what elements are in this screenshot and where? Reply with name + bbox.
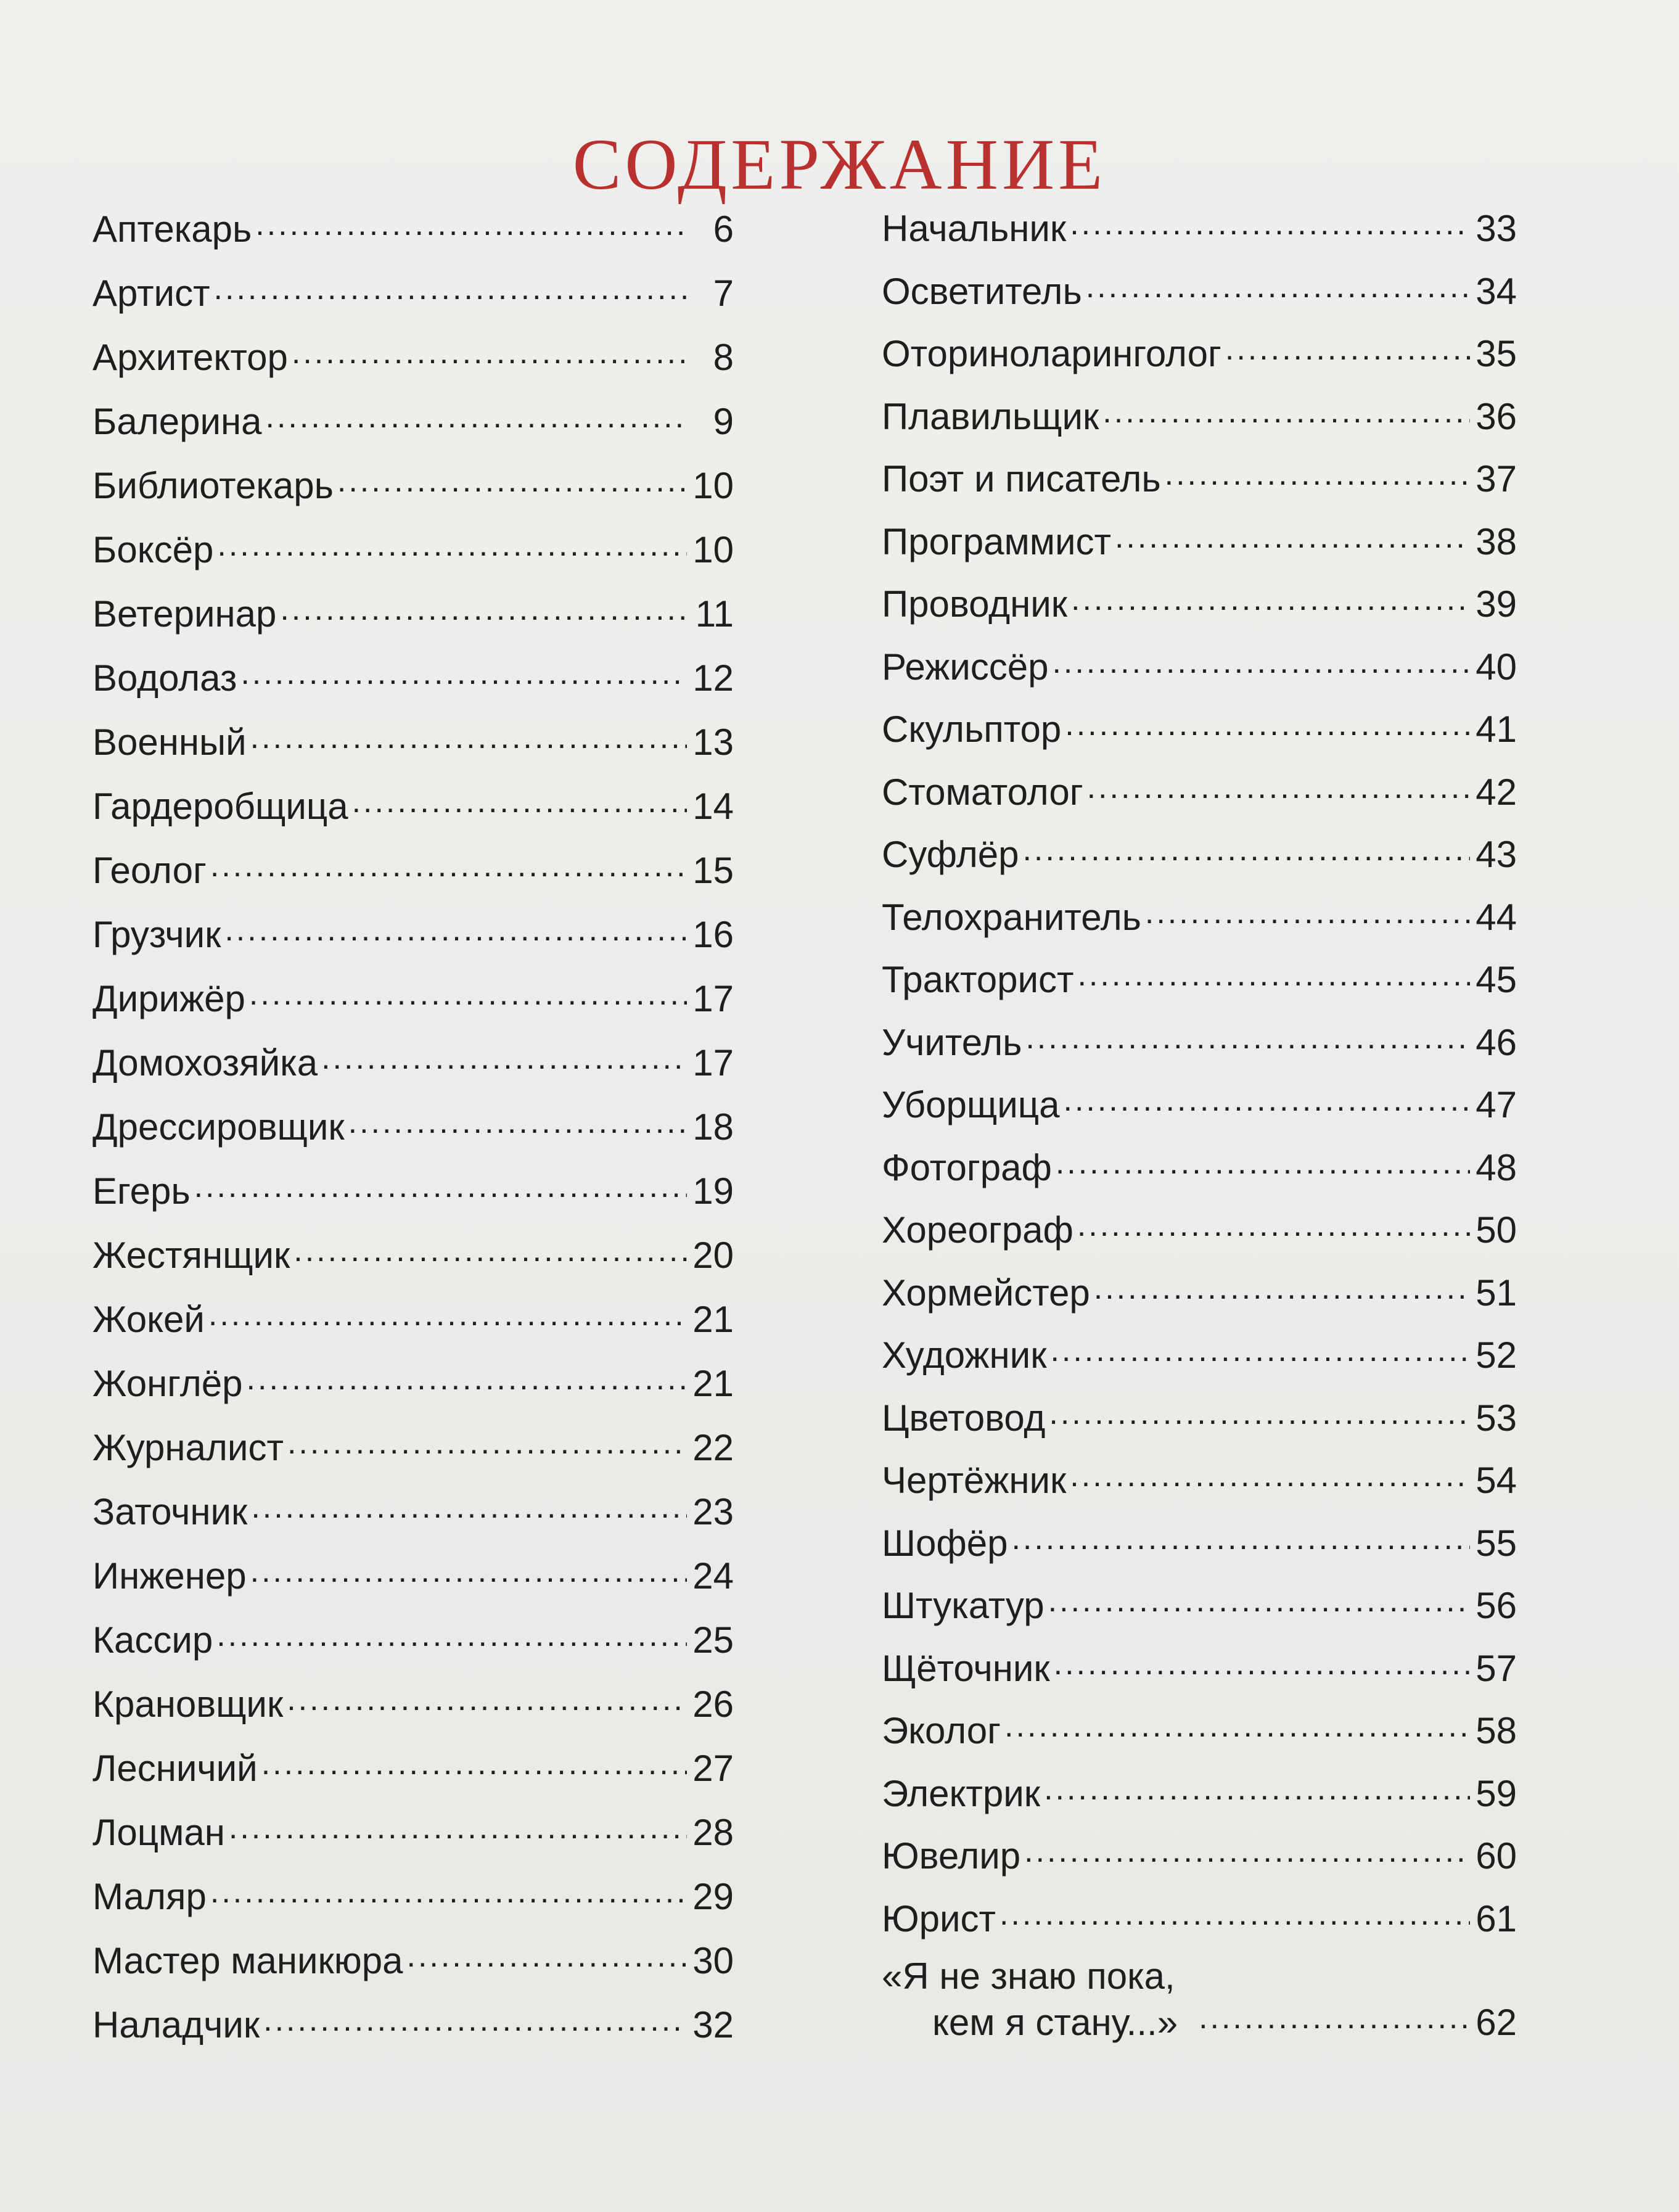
toc-entry xyxy=(92,1031,734,1095)
toc-entry-label: Фотограф xyxy=(882,1146,1052,1188)
toc-entry xyxy=(882,1825,1517,1888)
toc-entry xyxy=(882,260,1517,323)
toc-entry-label: Щёточник xyxy=(882,1647,1050,1689)
toc-entry xyxy=(882,1199,1517,1262)
toc-entry-label: Художник xyxy=(882,1334,1047,1376)
toc-entry-page-number: 58 xyxy=(1476,1710,1517,1751)
toc-entry xyxy=(92,967,734,1031)
dot-leader xyxy=(261,1744,687,1781)
dot-leader xyxy=(352,782,687,819)
toc-entry-page-number: 29 xyxy=(692,1876,734,1917)
toc-entry-page-number: 55 xyxy=(1476,1522,1517,1564)
dot-leader xyxy=(1052,643,1470,680)
toc-entry-label: Оториноларинголог xyxy=(882,333,1221,374)
toc-entry-page-number: 48 xyxy=(1476,1146,1517,1188)
dot-leader xyxy=(1011,1519,1470,1556)
toc-entry-label: Программист xyxy=(882,520,1111,562)
toc-entry-label: Военный xyxy=(92,722,247,763)
toc-entry-page-number: 37 xyxy=(1476,458,1517,500)
toc-entry xyxy=(92,839,734,903)
toc-entry-label: Ветеринар xyxy=(92,593,277,635)
toc-entry-page-number: 10 xyxy=(692,465,734,506)
toc-entry-label: Скульптор xyxy=(882,709,1062,750)
toc-entry xyxy=(92,646,734,710)
toc-entry xyxy=(92,518,734,582)
dot-leader xyxy=(1054,1644,1470,1681)
toc-entry-page-number: 41 xyxy=(1476,709,1517,750)
toc-entry xyxy=(882,1324,1517,1387)
toc-entry-page-number: 25 xyxy=(692,1619,734,1661)
dot-leader xyxy=(1044,1769,1470,1806)
dot-leader xyxy=(249,974,687,1011)
dot-leader xyxy=(1199,1998,1470,2035)
toc-entry-page-number: 10 xyxy=(692,529,734,570)
toc-entry-label: Лоцман xyxy=(92,1812,225,1853)
toc-entry xyxy=(92,1223,734,1288)
toc-entry-page-number: 34 xyxy=(1476,270,1517,312)
dot-leader xyxy=(1087,768,1470,805)
toc-entry xyxy=(882,1700,1517,1762)
dot-leader xyxy=(229,1808,687,1845)
toc-entry-label: Шофёр xyxy=(882,1522,1008,1564)
toc-entry-label: Хореограф xyxy=(882,1209,1073,1251)
toc-entry-label: Поэт и писатель xyxy=(882,458,1161,500)
toc-entry xyxy=(882,1137,1517,1199)
dot-leader xyxy=(1022,830,1470,867)
toc-entry-page-number: 26 xyxy=(692,1684,734,1725)
toc-entry-label: Гардеробщица xyxy=(92,786,348,827)
toc-entry-label: Дирижёр xyxy=(92,978,245,1019)
toc-entry-label: Грузчик xyxy=(92,914,221,955)
toc-entry xyxy=(882,1762,1517,1825)
dot-leader xyxy=(224,910,687,947)
toc-entry-page-number: 44 xyxy=(1476,896,1517,938)
toc-entry-page-number: 12 xyxy=(692,657,734,699)
toc-entry xyxy=(92,390,734,454)
toc-entry-label: Домохозяйка xyxy=(92,1042,318,1083)
toc-entry xyxy=(92,1737,734,1801)
toc-entry-label: Эколог xyxy=(882,1710,1001,1751)
toc-entry-page-number: 54 xyxy=(1476,1460,1517,1501)
toc-entry-page-number: 43 xyxy=(1476,834,1517,875)
dot-leader xyxy=(255,205,687,242)
dot-leader xyxy=(337,461,687,498)
toc-entry-label-line2: кем я стану...» xyxy=(932,2002,1178,2043)
toc-entry-label: Плавильщик xyxy=(882,395,1099,437)
toc-entry xyxy=(882,948,1517,1011)
dot-leader xyxy=(1102,392,1470,429)
toc-entry xyxy=(882,323,1517,385)
toc-entry-page-number: 21 xyxy=(692,1363,734,1404)
toc-entry-page-number: 38 xyxy=(1476,520,1517,562)
toc-entry xyxy=(882,511,1517,574)
toc-entry xyxy=(92,1159,734,1223)
toc-entry xyxy=(882,1637,1517,1700)
toc-entry-label: Уборщица xyxy=(882,1084,1060,1125)
toc-entry-label: Лесничий xyxy=(92,1748,258,1789)
toc-entry-label: Библиотекарь xyxy=(92,465,334,506)
dot-leader xyxy=(216,1616,687,1653)
toc-entry xyxy=(92,1929,734,1993)
toc-entry xyxy=(882,636,1517,699)
toc-entry-page-number: 9 xyxy=(713,401,734,442)
toc-entry-page-number: 32 xyxy=(692,2004,734,2045)
dot-leader xyxy=(1165,454,1470,491)
toc-entry-label: Юрист xyxy=(882,1897,996,1939)
toc-entry-page-number: 52 xyxy=(1476,1334,1517,1376)
toc-entry xyxy=(92,197,734,261)
toc-entry-label: Проводник xyxy=(882,583,1068,625)
toc-entry-page-number: 59 xyxy=(1476,1772,1517,1814)
toc-entry-page-number: 15 xyxy=(692,850,734,891)
toc-entry-page-number: 8 xyxy=(713,337,734,378)
toc-entry xyxy=(92,582,734,646)
toc-entry xyxy=(882,1574,1517,1637)
toc-entry-label: Наладчик xyxy=(92,2004,260,2045)
toc-entry-label: Артист xyxy=(92,273,210,314)
dot-leader xyxy=(1000,1894,1470,1931)
toc-entry-page-number: 36 xyxy=(1476,395,1517,437)
toc-entry-page-number: 61 xyxy=(1476,1897,1517,1939)
toc-entry-label: Егерь xyxy=(92,1170,191,1212)
toc-entry-page-number: 17 xyxy=(692,1042,734,1083)
toc-entry-page-number: 60 xyxy=(1476,1835,1517,1877)
toc-entry-page-number: 42 xyxy=(1476,771,1517,813)
toc-entry-line2 xyxy=(882,1998,1517,2041)
toc-entry xyxy=(92,261,734,326)
dot-leader xyxy=(287,1423,687,1460)
toc-entry-label: Инженер xyxy=(92,1555,247,1597)
toc-entry xyxy=(92,1352,734,1416)
dot-leader xyxy=(1064,1080,1470,1117)
toc-entry-label: Заточник xyxy=(92,1491,248,1532)
toc-entry-page-number: 56 xyxy=(1476,1585,1517,1626)
toc-entry-page-number: 30 xyxy=(692,1940,734,1981)
toc-entry-label: Жестянщик xyxy=(92,1235,290,1276)
dot-leader xyxy=(194,1167,687,1204)
dot-leader xyxy=(208,1295,687,1332)
dot-leader xyxy=(294,1231,687,1268)
toc-entry xyxy=(882,1262,1517,1325)
toc-entry xyxy=(92,1095,734,1159)
dot-leader xyxy=(1070,204,1470,241)
toc-entry xyxy=(882,1387,1517,1450)
toc-entry-page-number: 19 xyxy=(692,1170,734,1212)
toc-entry-label: Хормейстер xyxy=(882,1272,1090,1314)
toc-entry-label: Жонглёр xyxy=(92,1363,243,1404)
toc-entry xyxy=(92,1865,734,1929)
toc-entry-page-number: 23 xyxy=(692,1491,734,1532)
toc-entry-page-number: 21 xyxy=(692,1299,734,1340)
toc-entry-page-number: 40 xyxy=(1476,646,1517,688)
toc-entry-page-number: 13 xyxy=(692,722,734,763)
toc-left-column xyxy=(92,197,734,2057)
toc-entry-page-number: 7 xyxy=(713,273,734,314)
toc-entry xyxy=(882,698,1517,761)
dot-leader xyxy=(292,333,687,370)
dot-leader xyxy=(1077,955,1470,992)
toc-entry xyxy=(92,1480,734,1544)
dot-leader xyxy=(1049,1394,1470,1431)
toc-entry-page-number: 39 xyxy=(1476,583,1517,625)
toc-entry xyxy=(92,1608,734,1672)
toc-entry-label: Аптекарь xyxy=(92,208,252,250)
toc-entry-label: Штукатур xyxy=(882,1585,1045,1626)
toc-entry xyxy=(882,823,1517,886)
dot-leader xyxy=(1077,1206,1470,1243)
toc-right-column xyxy=(882,197,1517,2041)
toc-entry-label: Геолог xyxy=(92,850,207,891)
toc-entry xyxy=(92,454,734,518)
toc-entry-page-number: 27 xyxy=(692,1748,734,1789)
toc-entry-label: Маляр xyxy=(92,1876,207,1917)
toc-entry xyxy=(92,775,734,839)
toc-entry xyxy=(882,1449,1517,1512)
dot-leader xyxy=(287,1680,687,1717)
toc-entry-label: Ювелир xyxy=(882,1835,1021,1877)
toc-entry xyxy=(882,573,1517,636)
toc-entry-label: Телохранитель xyxy=(882,896,1141,938)
toc-entry-page-number: 24 xyxy=(692,1555,734,1597)
dot-leader xyxy=(1094,1268,1470,1305)
dot-leader xyxy=(348,1103,687,1140)
toc-entry xyxy=(882,886,1517,949)
dot-leader xyxy=(240,654,687,691)
toc-entry-label: Стоматолог xyxy=(882,771,1083,813)
dot-leader xyxy=(1070,1456,1470,1493)
dot-leader xyxy=(247,1359,687,1396)
toc-entry xyxy=(882,761,1517,824)
toc-entry-page-number: 28 xyxy=(692,1812,734,1853)
toc-entry-page-number: 46 xyxy=(1476,1021,1517,1063)
toc-entry-page-number: 18 xyxy=(692,1106,734,1148)
toc-entry-page-number: 51 xyxy=(1476,1272,1517,1314)
dot-leader xyxy=(1071,580,1470,617)
dot-leader xyxy=(1025,1018,1470,1055)
toc-entry-label: Чертёжник xyxy=(882,1460,1067,1501)
dot-leader xyxy=(250,1552,687,1589)
toc-entry-label: Осветитель xyxy=(882,270,1082,312)
toc-entry xyxy=(92,326,734,390)
dot-leader xyxy=(1048,1581,1470,1618)
toc-entry-label: Кассир xyxy=(92,1619,213,1661)
toc-entry-page-number: 35 xyxy=(1476,333,1517,374)
dot-leader xyxy=(1065,705,1470,742)
toc-entry-final xyxy=(882,1955,1517,2041)
toc-entry-label: Боксёр xyxy=(92,529,214,570)
toc-entry-label: Дрессировщик xyxy=(92,1106,345,1148)
toc-entry-label: Журналист xyxy=(92,1427,284,1468)
dot-leader xyxy=(1086,267,1470,304)
toc-entry-page-number: 20 xyxy=(692,1235,734,1276)
toc-entry xyxy=(882,1074,1517,1137)
toc-entry-label: Режиссёр xyxy=(882,646,1049,688)
toc-entry xyxy=(92,1801,734,1865)
toc-entry-page-number: 33 xyxy=(1476,208,1517,249)
dot-leader xyxy=(266,397,687,434)
toc-entry-page-number: 53 xyxy=(1476,1397,1517,1439)
toc-entry-label: Тракторист xyxy=(882,959,1074,1000)
toc-entry-page-number: 16 xyxy=(692,914,734,955)
toc-entry xyxy=(92,1672,734,1737)
toc-entry xyxy=(882,448,1517,511)
toc-entry xyxy=(92,1288,734,1352)
toc-entry-page-number: 50 xyxy=(1476,1209,1517,1251)
toc-entry-page-number: 14 xyxy=(692,786,734,827)
toc-entry-page-number: 6 xyxy=(713,208,734,250)
toc-entry-label: Балерина xyxy=(92,401,262,442)
toc-entry-page-number: 57 xyxy=(1476,1647,1517,1689)
toc-entry-label: Архитектор xyxy=(92,337,288,378)
toc-entry xyxy=(92,1544,734,1608)
toc-entry xyxy=(882,385,1517,448)
toc-entry-page-number: 11 xyxy=(695,593,734,635)
toc-entry xyxy=(92,1993,734,2057)
dot-leader xyxy=(210,1872,687,1909)
dot-leader xyxy=(1056,1143,1470,1180)
dot-leader xyxy=(1115,517,1470,554)
dot-leader xyxy=(1004,1706,1470,1743)
toc-entry xyxy=(882,1011,1517,1074)
toc-entry-label: Мастер маникюра xyxy=(92,1940,403,1981)
dot-leader xyxy=(251,1487,687,1524)
toc-entry-label: Цветовод xyxy=(882,1397,1046,1439)
toc-entry-label-line1: «Я не знаю пока, xyxy=(882,1955,1175,1997)
dot-leader xyxy=(280,590,687,627)
toc-entry-label: Учитель xyxy=(882,1021,1022,1063)
dot-leader xyxy=(1225,329,1470,366)
dot-leader xyxy=(210,846,687,883)
toc-entry-label: Начальник xyxy=(882,208,1067,249)
toc-entry-label: Суфлёр xyxy=(882,834,1019,875)
dot-leader xyxy=(1145,893,1470,930)
dot-leader xyxy=(214,269,687,306)
toc-entry-page-number: 22 xyxy=(692,1427,734,1468)
toc-entry-label: Водолаз xyxy=(92,657,237,699)
dot-leader xyxy=(217,525,687,562)
toc-entry xyxy=(882,1888,1517,1951)
toc-entry xyxy=(882,197,1517,260)
dot-leader xyxy=(263,2000,687,2037)
toc-entry xyxy=(882,1512,1517,1575)
page-title: СОДЕРЖАНИЕ xyxy=(572,124,1107,205)
dot-leader xyxy=(321,1038,687,1075)
dot-leader xyxy=(250,718,687,755)
toc-entry-page-number: 47 xyxy=(1476,1084,1517,1125)
toc-entry-page-number: 45 xyxy=(1476,959,1517,1000)
toc-entry xyxy=(92,710,734,775)
dot-leader xyxy=(1024,1832,1470,1869)
toc-entry-label: Жокей xyxy=(92,1299,205,1340)
toc-entry-page-number: 62 xyxy=(1476,2002,1517,2043)
toc-entry-label: Электрик xyxy=(882,1772,1041,1814)
dot-leader xyxy=(1050,1331,1470,1368)
toc-entry-label: Крановщик xyxy=(92,1684,284,1725)
toc-entry xyxy=(92,1416,734,1480)
toc-entry xyxy=(92,903,734,967)
toc-entry-page-number: 17 xyxy=(692,978,734,1019)
dot-leader xyxy=(407,1936,688,1973)
